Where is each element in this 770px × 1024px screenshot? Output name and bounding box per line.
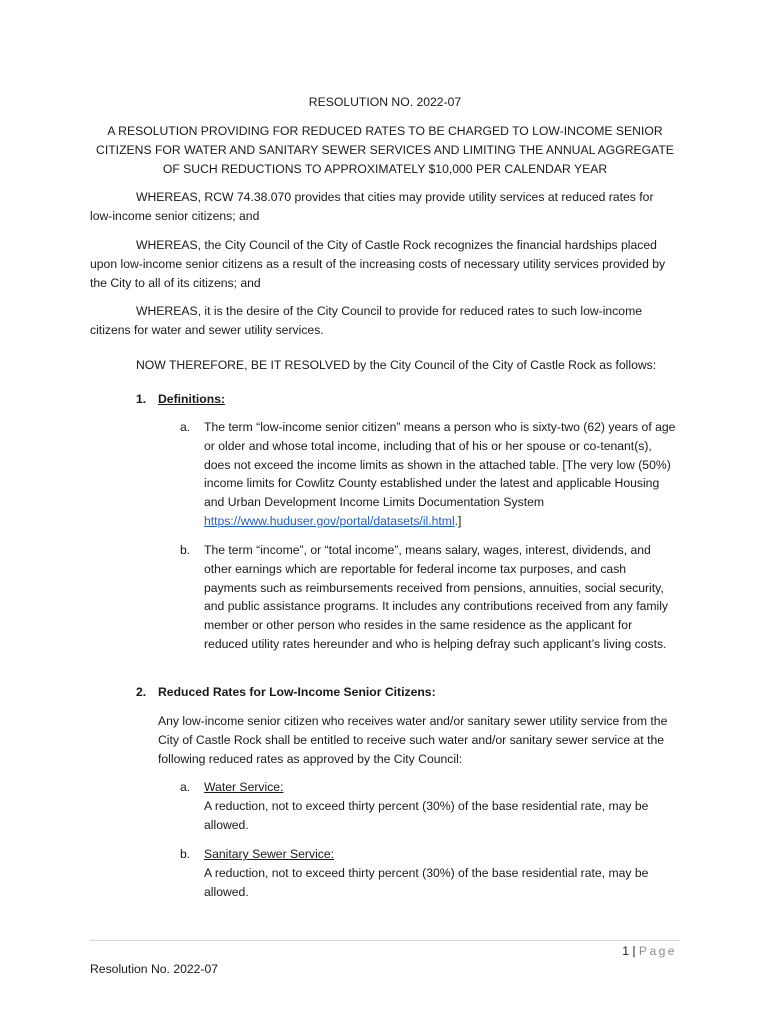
- reduced-rate-item-a: [180, 778, 678, 834]
- section-number: 1.: [136, 392, 147, 406]
- item-text: A reduction, not to exceed thirty percent (30%) of the base residential rate, may be allowed.: [204, 798, 649, 832]
- page-number: [622, 942, 677, 961]
- section-heading: Definitions:: [158, 392, 226, 406]
- item-text: The term “low-income senior citizen” means a person who is sixty-two (62) years of age or older and whose total income, including that of his or her spouse or co-tenant(s), does not exceed the income limits as shown in the attached table. [The very low (50%) income limits for Cowlitz County established under the latest and applicable Housing and Urban Development Income Limits Documentation System https://www.huduser.gov/portal/datasets/il.html.]: [204, 420, 676, 528]
- huduser-link[interactable]: https://www.huduser.gov/portal/datasets/il.html: [204, 513, 455, 528]
- item-text: The term “income”, or “total income”, means salary, wages, interest, dividends, and other earnings which are reportable for federal income tax purposes, and cash payments such as reimbursements received from pensions, annuities, social security, and public assistance programs. It includes any contributions received from any family member or other person who resides in the same residence as the applicant for reduced utility rates hereunder and who is helping defray such applicant’s living costs.: [204, 543, 669, 651]
- item-text: A reduction, not to exceed thirty percent (30%) of the base residential rate, may be allowed.: [204, 865, 649, 899]
- whereas-paragraph-3: WHEREAS, it is the desire of the City Council to provide for reduced rates to such low-income citizens for water and sewer utility services.: [90, 304, 642, 337]
- resolution-subtitle: A RESOLUTION PROVIDING FOR REDUCED RATES TO BE CHARGED TO LOW-INCOME SENIOR CITIZENS FOR WATER AND SANITARY SEWER SERVICES AND LIMITING THE ANNUAL AGGREGATE OF SUCH REDUCTIONS TO APPROXIMATELY $10,000 PER CALENDAR YEAR: [96, 124, 674, 176]
- section-number: 2.: [136, 685, 147, 699]
- item-label: b.: [180, 543, 191, 557]
- section-heading: Reduced Rates for Low-Income Senior Citizens:: [158, 685, 436, 699]
- reduced-rate-item-b: [180, 845, 678, 901]
- item-heading: Sanitary Sewer Service:: [204, 847, 335, 861]
- section-2-body: Any low-income senior citizen who receives water and/or sanitary sewer utility service from the City of Castle Rock shall be entitled to receive such water and/or sanitary sewer service at the following reduced rates as approved by the City Council:: [158, 714, 668, 766]
- section-2-heading: [136, 683, 676, 702]
- item-label: b.: [180, 847, 191, 861]
- resolution-title: RESOLUTION NO. 2022-07: [308, 95, 462, 109]
- resolved-paragraph: NOW THEREFORE, BE IT RESOLVED by the City Council of the City of Castle Rock as follows:: [136, 358, 657, 372]
- whereas-paragraph-2: WHEREAS, the City Council of the City of Castle Rock recognizes the financial hardships placed upon low-income senior citizens as a result of the increasing costs of necessary utility services provided by the City to all of its citizens; and: [90, 238, 666, 290]
- footer-divider: [90, 940, 680, 941]
- definition-item-a: [180, 418, 678, 531]
- footer-doc-label: Resolution No. 2022-07: [90, 962, 219, 976]
- whereas-paragraph-1: WHEREAS, RCW 74.38.070 provides that cities may provide utility services at reduced rates for low-income senior citizens; and: [90, 190, 654, 223]
- item-heading: Water Service:: [204, 780, 284, 794]
- definition-item-b: [180, 541, 678, 654]
- item-label: a.: [180, 780, 191, 794]
- page-separator: |: [632, 944, 636, 958]
- page-number-value: 1: [622, 944, 629, 958]
- page-word: Page: [638, 944, 677, 958]
- section-1-heading: [136, 390, 676, 409]
- item-label: a.: [180, 420, 191, 434]
